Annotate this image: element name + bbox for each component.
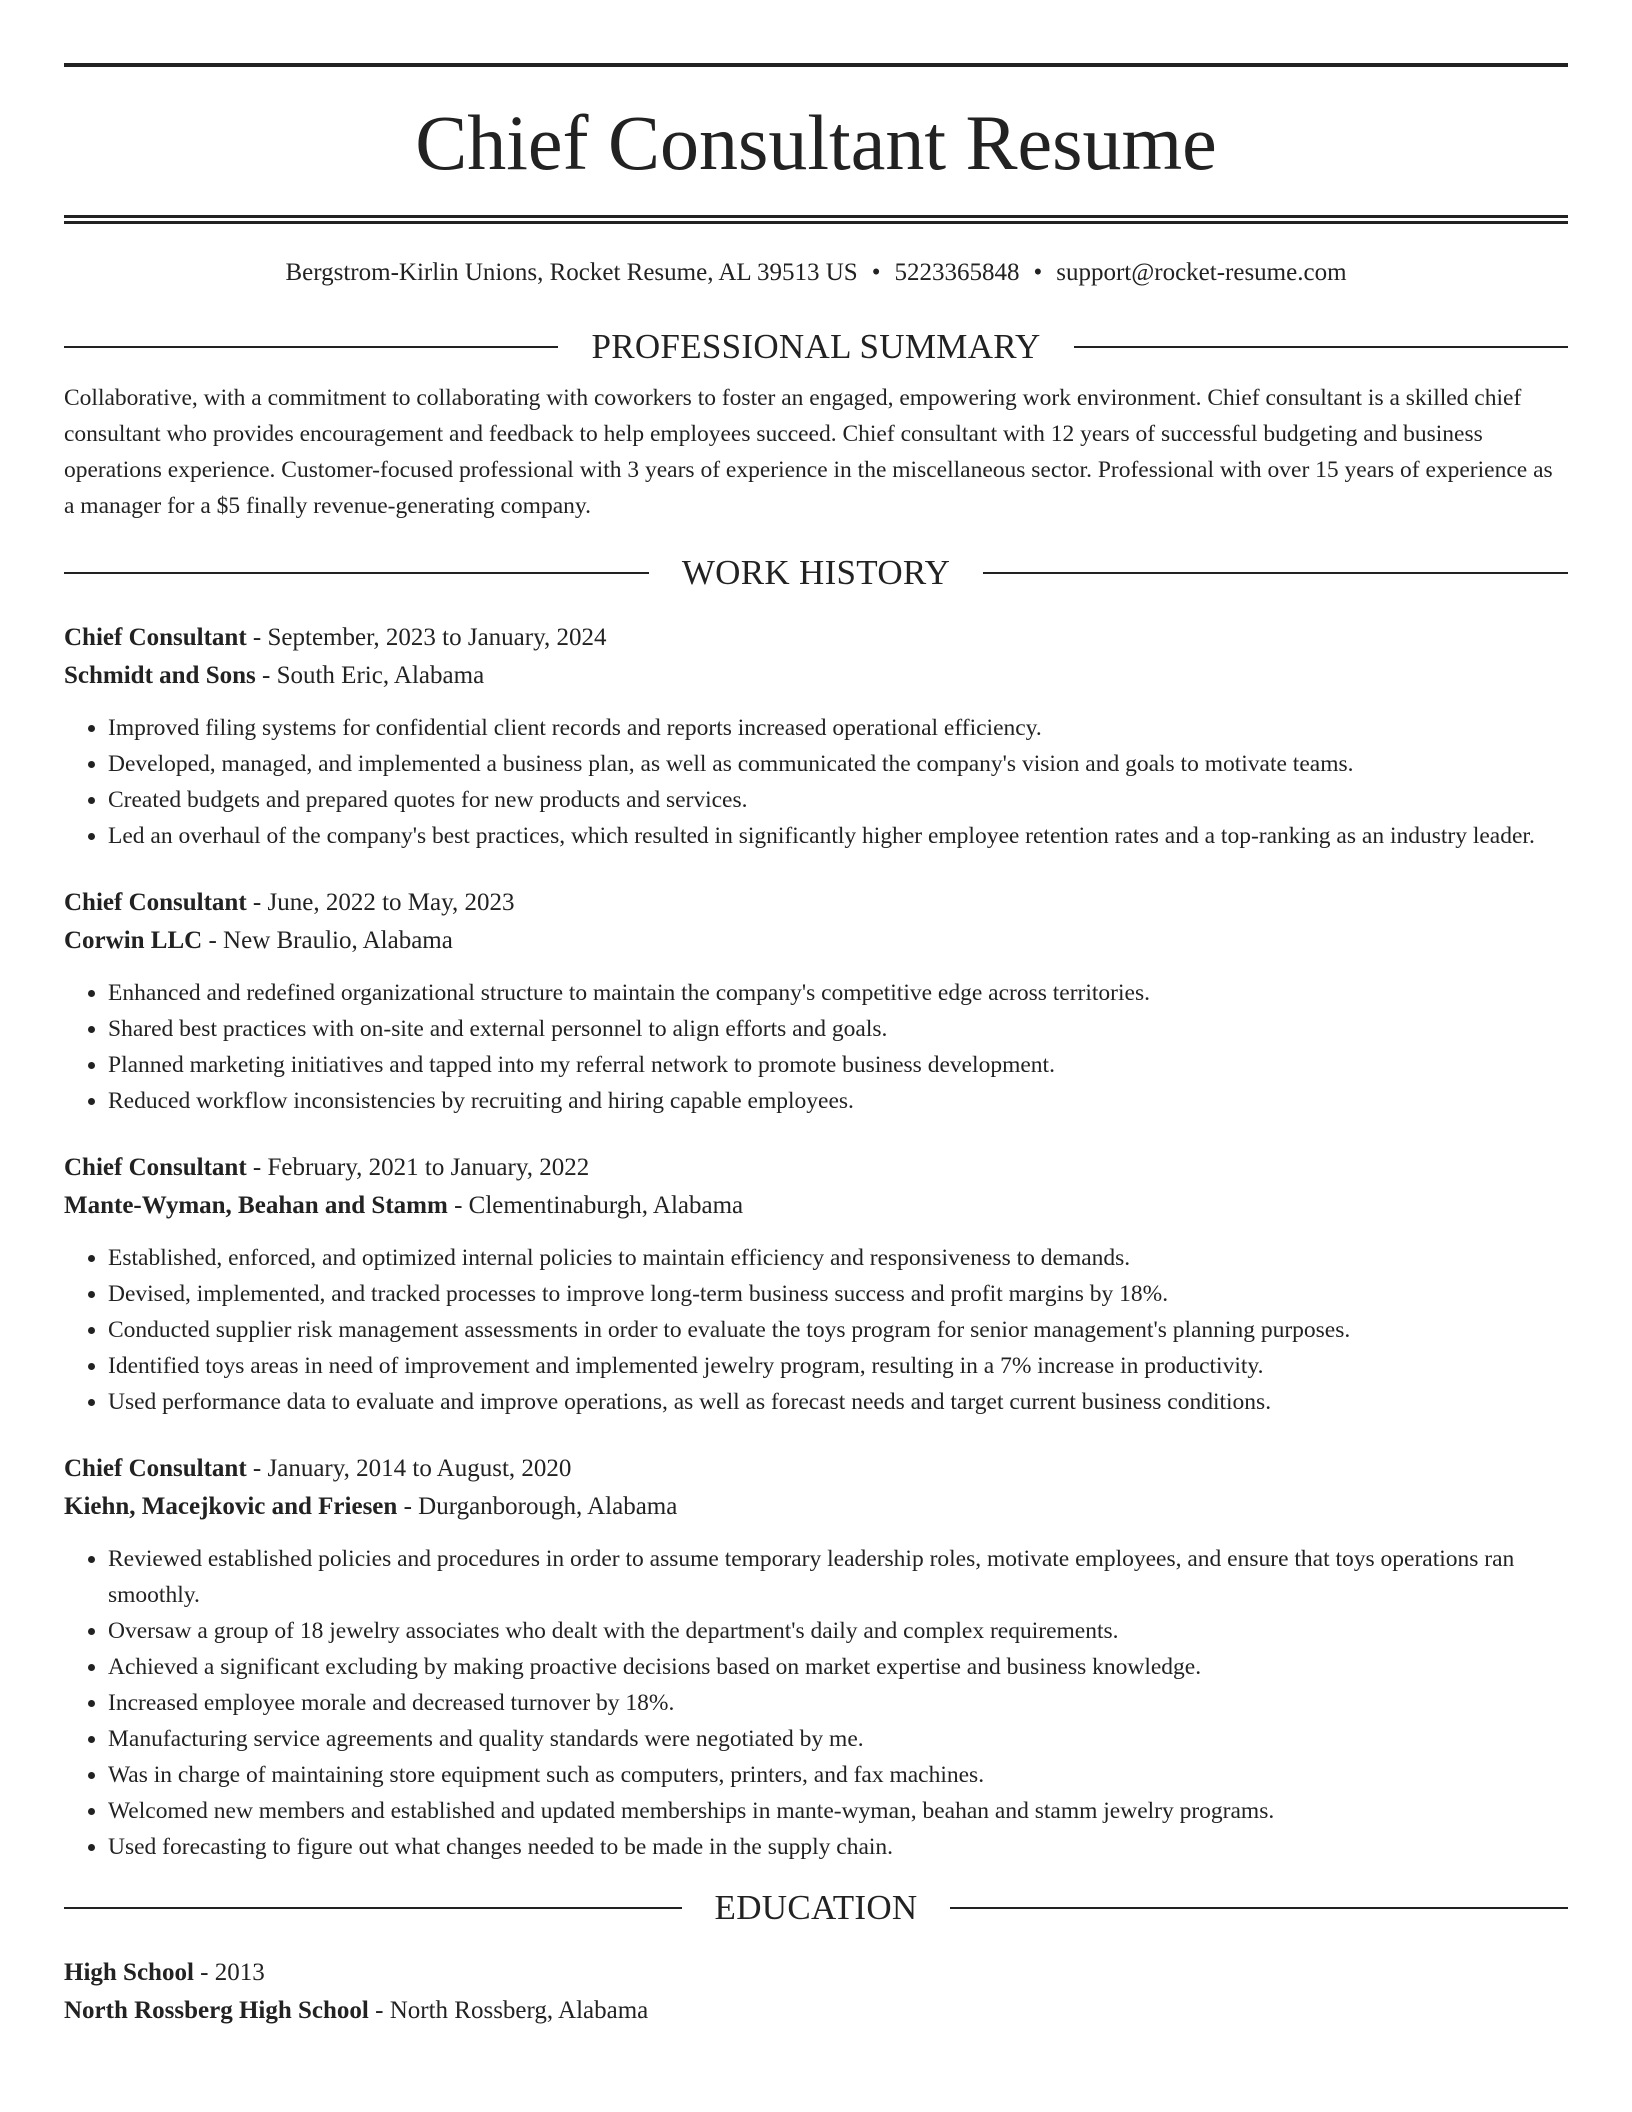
job-bullet: • Reviewed established policies and procedures in order to assume temporary leadership roles, motivate employees, and ensure that toys operations ran smoothly. <box>108 1541 1568 1613</box>
section-heading-summary <box>64 326 1568 368</box>
job-bullet: • Improved filing systems for confidential client records and reports increased operational efficiency. <box>108 710 1568 746</box>
job-entry <box>64 884 1568 1119</box>
resume-content <box>64 63 1568 2030</box>
job-title-line <box>64 619 1568 657</box>
job-bullet: • Used performance data to evaluate and improve operations, as well as forecast needs and target current business conditions. <box>108 1384 1568 1420</box>
job-location: - South Eric, Alabama <box>255 662 485 689</box>
job-bullet: • Manufacturing service agreements and quality standards were negotiated by me. <box>108 1721 1568 1757</box>
job-bullet: • Developed, managed, and implemented a business plan, as well as communicated the company's vision and goals to motivate teams. <box>108 746 1568 782</box>
contact-phone: 5223365848 <box>894 259 1020 286</box>
job-bullet: • Was in charge of maintaining store equipment such as computers, printers, and fax machines. <box>108 1757 1568 1793</box>
job-company-line <box>64 657 1568 695</box>
heading-rule-right <box>950 1907 1568 1909</box>
education-school: North Rossberg High School <box>64 1997 369 2024</box>
job-title-line <box>64 1149 1568 1187</box>
job-company: Kiehn, Macejkovic and Friesen <box>64 1493 398 1520</box>
job-bullet: • Welcomed new members and established and updated memberships in mante-wyman, beahan and stamm jewelry programs. <box>108 1793 1568 1829</box>
job-bullet: • Increased employee morale and decreased turnover by 18%. <box>108 1685 1568 1721</box>
top-rule <box>64 63 1568 67</box>
education-location: - North Rossberg, Alabama <box>368 1997 649 2024</box>
education-school-line <box>64 1992 1568 2030</box>
section-heading-work-history <box>64 552 1568 594</box>
contact-line <box>64 258 1568 288</box>
job-location: - Clementinaburgh, Alabama <box>447 1192 744 1219</box>
job-company: Corwin LLC <box>64 927 203 954</box>
job-dates: - February, 2021 to January, 2022 <box>246 1154 590 1181</box>
job-title: Chief Consultant <box>64 1455 247 1482</box>
job-company-line <box>64 922 1568 960</box>
job-dates: - June, 2022 to May, 2023 <box>246 889 515 916</box>
job-bullet: • Planned marketing initiatives and tapped into my referral network to promote business development. <box>108 1047 1568 1083</box>
job-location: - New Braulio, Alabama <box>202 927 453 954</box>
job-bullet: • Created budgets and prepared quotes for new products and services. <box>108 782 1568 818</box>
job-bullets <box>64 1541 1568 1865</box>
job-entry <box>64 619 1568 854</box>
job-dates: - January, 2014 to August, 2020 <box>246 1455 572 1482</box>
job-bullet: • Devised, implemented, and tracked processes to improve long-term business success and profit margins by 18%. <box>108 1276 1568 1312</box>
contact-email: support@rocket-resume.com <box>1056 259 1347 286</box>
job-bullet: • Led an overhaul of the company's best practices, which resulted in significantly higher employee retention rates and a top-ranking as an industry leader. <box>108 818 1568 854</box>
job-company: Mante-Wyman, Beahan and Stamm <box>64 1192 448 1219</box>
heading-rule-left <box>64 572 649 574</box>
education-degree: High School <box>64 1959 194 1986</box>
job-title-line <box>64 1450 1568 1488</box>
job-bullets <box>64 710 1568 854</box>
job-company: Schmidt and Sons <box>64 662 256 689</box>
education-year: - 2013 <box>193 1959 265 1986</box>
summary-paragraph: Collaborative, with a commitment to collaborating with coworkers to foster an engaged, empowering work environment. Chief consultant is a skilled chief consultant who provides encouragement and feedback to help employees succeed. Chief consultant with 12 years of successful budgeting and business operations experience. Customer-focused professional with 3 years of experience in the miscellaneous sector. Professional with over 15 years of experience as a manager for a $5 finally revenue-generating company. <box>64 385 1553 519</box>
job-entry <box>64 1450 1568 1865</box>
job-bullet: • Used forecasting to figure out what changes needed to be made in the supply chain. <box>108 1829 1568 1865</box>
section-heading-label: WORK HISTORY <box>681 553 951 592</box>
title-double-rule <box>64 215 1568 224</box>
education-degree-line <box>64 1954 1568 1992</box>
job-title: Chief Consultant <box>64 889 247 916</box>
job-bullet: • Identified toys areas in need of improvement and implemented jewelry program, resulting in a 7% increase in productivity. <box>108 1348 1568 1384</box>
section-heading-label: PROFESSIONAL SUMMARY <box>591 327 1041 366</box>
job-dates: - September, 2023 to January, 2024 <box>246 624 607 651</box>
job-location: - Durganborough, Alabama <box>397 1493 678 1520</box>
job-bullet: • Established, enforced, and optimized internal policies to maintain efficiency and responsiveness to demands. <box>108 1240 1568 1276</box>
job-bullet: • Enhanced and redefined organizational structure to maintain the company's competitive edge across territories. <box>108 975 1568 1011</box>
job-bullets <box>64 975 1568 1119</box>
heading-rule-right <box>1074 346 1568 348</box>
section-heading-label: EDUCATION <box>714 1888 918 1927</box>
job-bullet: • Conducted supplier risk management assessments in order to evaluate the toys program for senior management's planning purposes. <box>108 1312 1568 1348</box>
job-company-line <box>64 1187 1568 1225</box>
contact-address: Bergstrom-Kirlin Unions, Rocket Resume, AL 39513 US <box>285 259 858 286</box>
contact-separator: • <box>1033 259 1043 286</box>
job-bullet: • Reduced workflow inconsistencies by recruiting and hiring capable employees. <box>108 1083 1568 1119</box>
education-entry <box>64 1954 1568 2030</box>
job-bullet: • Achieved a significant excluding by making proactive decisions based on market expertise and business knowledge. <box>108 1649 1568 1685</box>
job-title: Chief Consultant <box>64 1154 247 1181</box>
job-title-line <box>64 884 1568 922</box>
heading-rule-left <box>64 1907 682 1909</box>
heading-rule-left <box>64 346 558 348</box>
job-bullets <box>64 1240 1568 1420</box>
section-heading-education <box>64 1887 1568 1929</box>
contact-separator: • <box>871 259 881 286</box>
heading-rule-right <box>983 572 1568 574</box>
job-bullet: • Oversaw a group of 18 jewelry associates who dealt with the department's daily and complex requirements. <box>108 1613 1568 1649</box>
page-title: Chief Consultant Resume <box>415 99 1217 186</box>
job-entry <box>64 1149 1568 1420</box>
job-company-line <box>64 1488 1568 1526</box>
job-bullet: • Shared best practices with on-site and external personnel to align efforts and goals. <box>108 1011 1568 1047</box>
job-title: Chief Consultant <box>64 624 247 651</box>
